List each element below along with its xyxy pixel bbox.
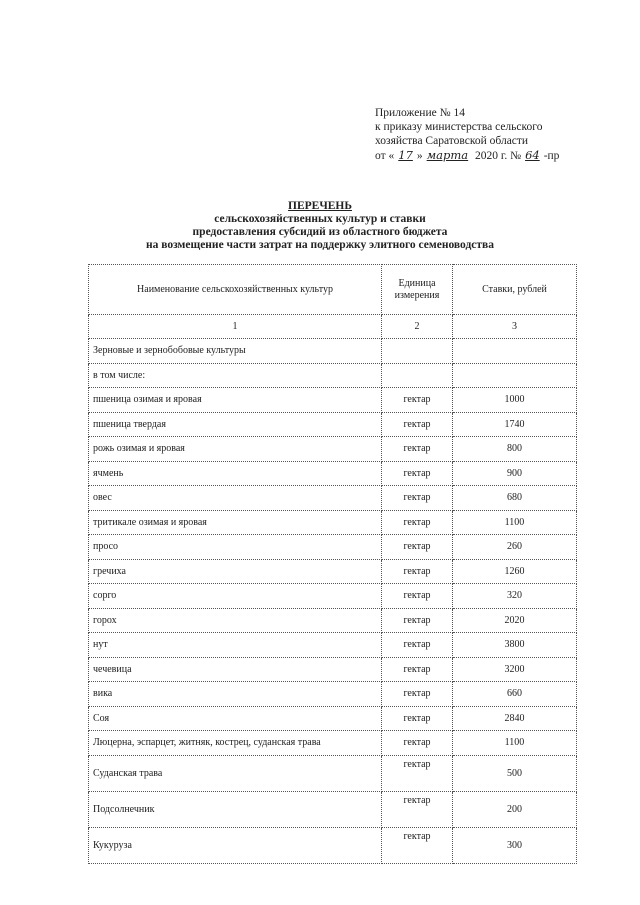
crop-name-cell: Подсолнечник (89, 791, 382, 827)
rate-cell: 680 (453, 486, 577, 511)
unit-cell: гектар (382, 461, 453, 486)
rate-cell (453, 339, 577, 364)
table-row (89, 363, 577, 388)
rate-cell: 1000 (453, 388, 577, 413)
rate-cell: 800 (453, 437, 577, 462)
unit-cell: гектар (382, 731, 453, 756)
appendix-order-line: к приказу министерства сельского (375, 121, 543, 133)
column-number: 2 (382, 315, 453, 339)
unit-cell: гектар (382, 486, 453, 511)
crop-name-cell: Зерновые и зернобобовые культуры (89, 339, 382, 364)
crop-name-cell: Суданская трава (89, 755, 382, 791)
rate-cell: 1100 (453, 510, 577, 535)
unit-cell: гектар (382, 412, 453, 437)
crops-rates-table (88, 264, 577, 864)
rate-cell: 300 (453, 827, 577, 863)
table-row (89, 706, 577, 731)
unit-cell: гектар (382, 657, 453, 682)
appendix-block (375, 106, 559, 163)
title-main: ПЕРЕЧЕНЬ (288, 200, 352, 212)
table-row (89, 486, 577, 511)
table-row (89, 339, 577, 364)
unit-cell: гектар (382, 559, 453, 584)
rate-cell: 260 (453, 535, 577, 560)
crop-name-cell: в том числе: (89, 363, 382, 388)
date-month: марта (426, 148, 469, 162)
crop-name-cell: нут (89, 633, 382, 658)
rate-cell: 3800 (453, 633, 577, 658)
date-prefix: от « (375, 150, 395, 162)
table-row (89, 731, 577, 756)
table-row (89, 608, 577, 633)
crop-name-cell: горох (89, 608, 382, 633)
date-year: 2020 г. № (475, 150, 522, 162)
unit-cell: гектар (382, 755, 453, 791)
table-row (89, 584, 577, 609)
unit-cell: гектар (382, 682, 453, 707)
table-row (89, 510, 577, 535)
crop-name-cell: просо (89, 535, 382, 560)
table-row (89, 682, 577, 707)
rate-cell (453, 363, 577, 388)
crop-name-cell: Соя (89, 706, 382, 731)
header-rate: Ставки, рублей (453, 265, 577, 315)
crop-name-cell: чечевица (89, 657, 382, 682)
table-row (89, 755, 577, 791)
table-body (89, 339, 577, 864)
crop-name-cell: Кукуруза (89, 827, 382, 863)
table-column-numbers-row (89, 315, 577, 339)
column-number: 3 (453, 315, 577, 339)
rate-cell: 200 (453, 791, 577, 827)
table-header-row (89, 265, 577, 315)
appendix-title: Приложение № 14 (375, 107, 465, 119)
table-row (89, 791, 577, 827)
table-row (89, 412, 577, 437)
unit-cell: гектар (382, 535, 453, 560)
unit-cell: гектар (382, 437, 453, 462)
unit-cell: гектар (382, 608, 453, 633)
rate-cell: 3200 (453, 657, 577, 682)
rate-cell: 2840 (453, 706, 577, 731)
table-row (89, 437, 577, 462)
table-row (89, 633, 577, 658)
crop-name-cell: гречиха (89, 559, 382, 584)
unit-cell: гектар (382, 791, 453, 827)
table-row (89, 461, 577, 486)
date-mid: » (416, 150, 423, 162)
table-row (89, 388, 577, 413)
title-line-4: на возмещение части затрат на поддержку элитного семеноводства (145, 239, 495, 251)
crop-name-cell: сорго (89, 584, 382, 609)
table-row (89, 827, 577, 863)
date-day: 17 (398, 148, 413, 162)
crop-name-cell: пшеница озимая и яровая (89, 388, 382, 413)
unit-cell: гектар (382, 584, 453, 609)
crop-name-cell: вика (89, 682, 382, 707)
rate-cell: 1100 (453, 731, 577, 756)
crop-name-cell: ячмень (89, 461, 382, 486)
appendix-date-line (375, 148, 559, 163)
header-crop-name: Наименование сельскохозяйственных культур (89, 265, 382, 315)
table-row (89, 535, 577, 560)
order-number: 64 (525, 148, 540, 162)
rate-cell: 1740 (453, 412, 577, 437)
rate-cell: 900 (453, 461, 577, 486)
crop-name-cell: пшеница твердая (89, 412, 382, 437)
title-line-2: сельскохозяйственных культур и ставки (214, 213, 426, 225)
crop-name-cell: Люцерна, эспарцет, житняк, кострец, суданская трава (89, 731, 382, 756)
rate-cell: 500 (453, 755, 577, 791)
table-row (89, 657, 577, 682)
unit-cell: гектар (382, 633, 453, 658)
rate-cell: 2020 (453, 608, 577, 633)
unit-cell (382, 339, 453, 364)
order-suffix: -пр (543, 150, 560, 162)
crop-name-cell: овес (89, 486, 382, 511)
rate-cell: 1260 (453, 559, 577, 584)
unit-cell: гектар (382, 510, 453, 535)
unit-cell: гектар (382, 827, 453, 863)
unit-cell: гектар (382, 388, 453, 413)
rate-cell: 320 (453, 584, 577, 609)
unit-cell (382, 363, 453, 388)
crop-name-cell: тритикале озимая и яровая (89, 510, 382, 535)
column-number: 1 (89, 315, 382, 339)
header-unit: Единица измерения (382, 265, 453, 315)
unit-cell: гектар (382, 706, 453, 731)
table-row (89, 559, 577, 584)
document-title (0, 200, 640, 252)
appendix-ministry-line: хозяйства Саратовской области (375, 135, 529, 147)
crop-name-cell: рожь озимая и яровая (89, 437, 382, 462)
rate-cell: 660 (453, 682, 577, 707)
title-line-3: предоставления субсидий из областного бюджета (192, 226, 448, 238)
